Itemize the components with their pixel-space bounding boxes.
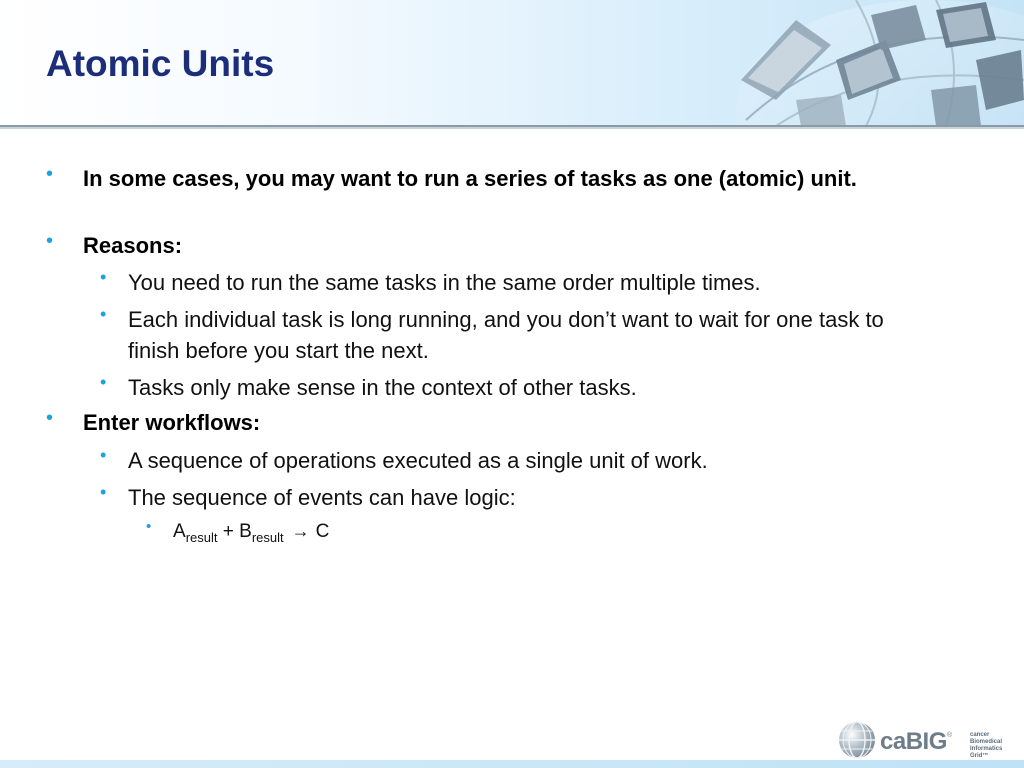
formula-a-subscript: result: [185, 530, 218, 545]
logo-name: caBIG: [880, 728, 947, 755]
slide-title: Atomic Units: [46, 43, 275, 84]
bullet-point: •: [100, 304, 107, 324]
logo-trademark: ®: [946, 732, 952, 739]
slide-header: [0, 0, 1024, 126]
formula-plus: +: [217, 521, 240, 542]
bullet-point: •: [100, 445, 107, 465]
bullet-point: •: [46, 163, 54, 185]
bullet-text: In some cases, you may want to run a series of tasks as one (atomic) unit.: [83, 166, 857, 191]
logo-wordmark: [880, 728, 952, 756]
arrow-right-icon: →: [291, 521, 310, 541]
formula-a: A: [173, 521, 186, 542]
logo-subtitle: cancer Biomedical Informatics Grid™: [970, 732, 1003, 759]
header-divider-light: [0, 127, 1024, 129]
globe-image-icon: [736, 0, 1024, 126]
formula: [173, 518, 873, 545]
bullet-text: The sequence of events can have logic:: [128, 485, 516, 510]
formula-c: C: [315, 521, 330, 542]
cabig-globe-icon: [838, 721, 876, 759]
bullet-text: A sequence of operations executed as a single unit of work.: [128, 448, 708, 473]
bullet-text: Each individual task is long running, and you don’t want to wait for one task to finish before you start the next.: [128, 307, 884, 363]
formula-b-subscript: result: [251, 530, 284, 545]
bullet-text: Reasons:: [83, 233, 183, 258]
bullet-point: •: [100, 482, 107, 502]
bullet-point: •: [146, 518, 152, 535]
bullet-point: •: [100, 267, 107, 287]
formula-b: B: [239, 521, 252, 542]
bullet-point: •: [46, 230, 54, 252]
bullet-text: You need to run the same tasks in the same order multiple times.: [128, 270, 761, 295]
cabig-logo: [838, 720, 1018, 760]
footer-bar: [0, 760, 1024, 768]
bullet-point: •: [100, 372, 107, 392]
bullet-point: •: [46, 407, 54, 429]
bullet-text: Enter workflows:: [83, 410, 261, 435]
bullet-text: Tasks only make sense in the context of other tasks.: [128, 375, 637, 400]
